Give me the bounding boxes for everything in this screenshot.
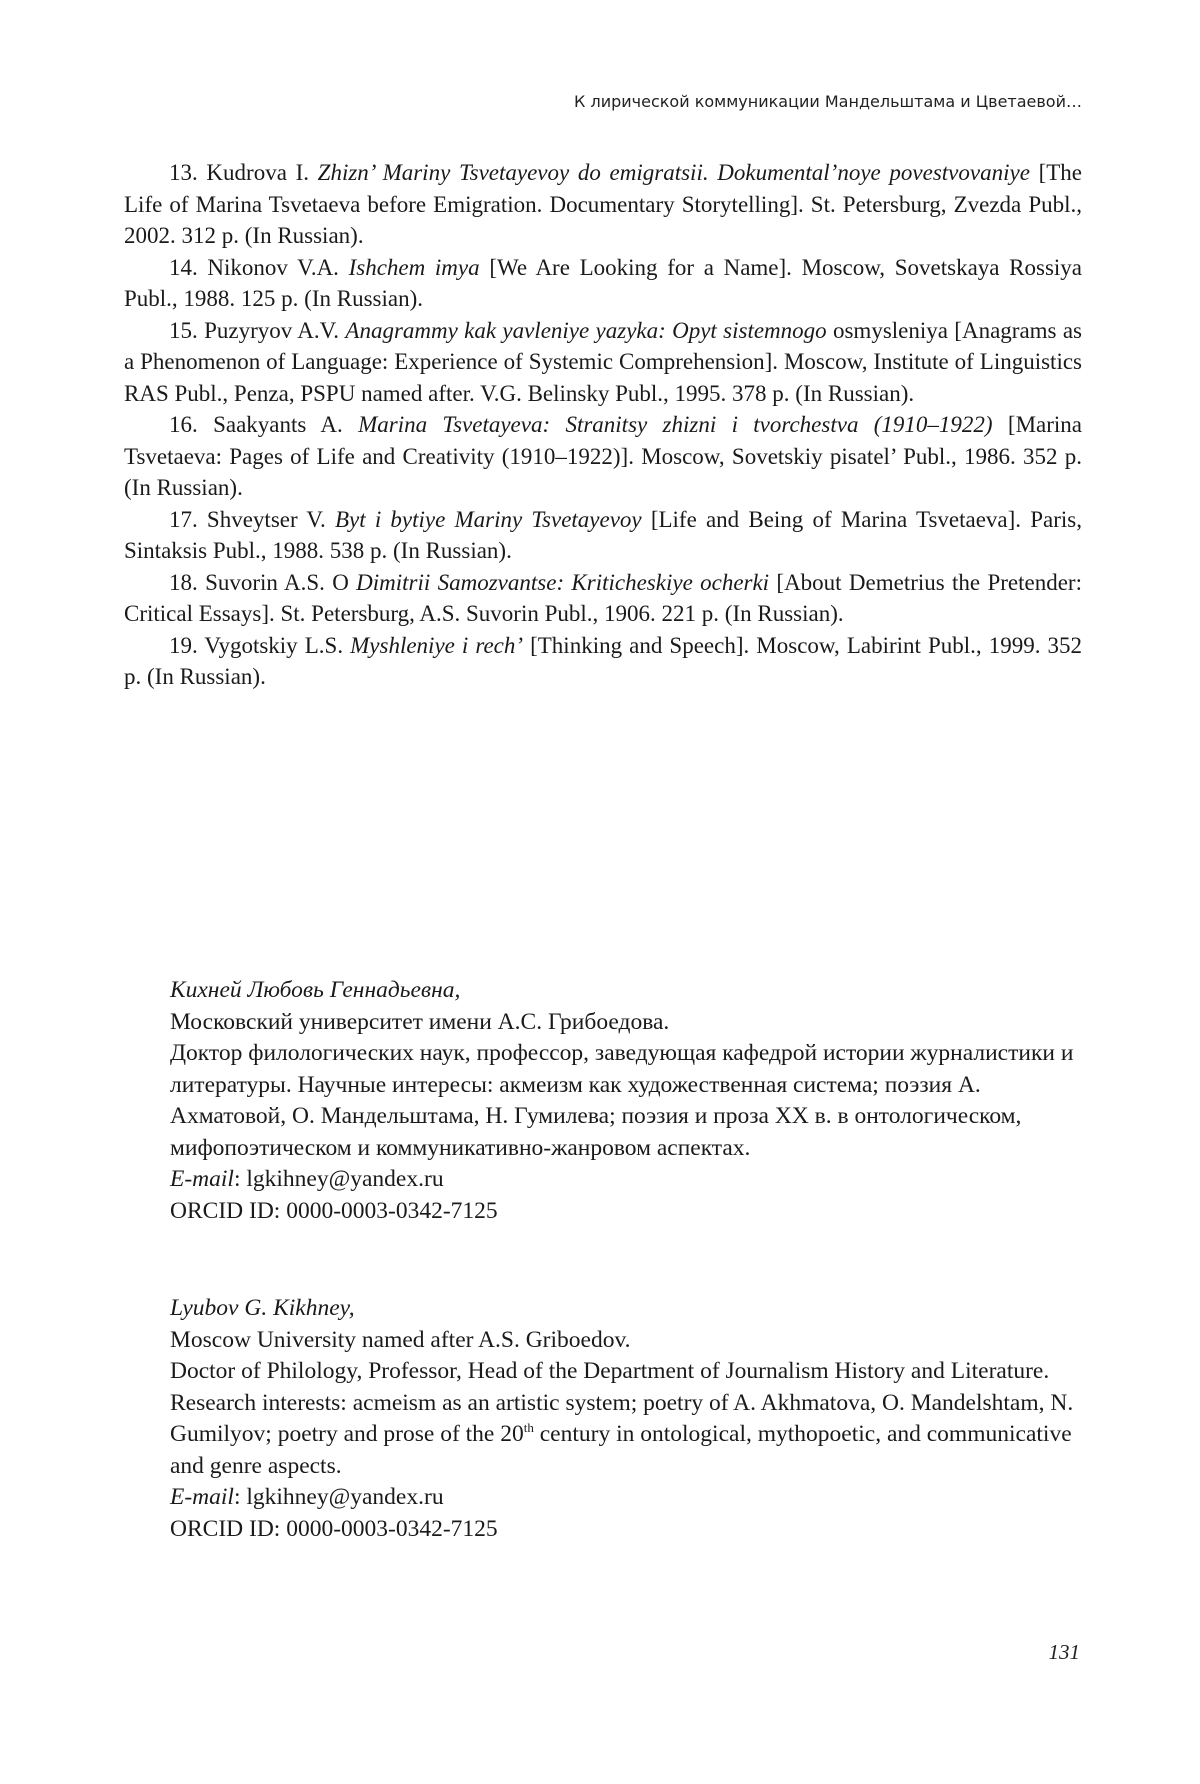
author-orcid: ORCID ID: 0000-0003-0342-7125: [170, 1197, 498, 1224]
reference-title: Byt i bytiye Mariny Tsvetayevoy: [334, 506, 642, 532]
email-address: : lgkihney@yandex.ru: [233, 1166, 444, 1192]
author-email: [170, 1482, 1075, 1514]
reference-details: [About Demetrius the Pretender: Critical Essays]. St. Petersburg, A.S. Suvorin Publ., 1906. 221 p. (In Russian).: [124, 569, 1082, 626]
author-info-russian: [170, 975, 1075, 1227]
reference-author: 15. Puzyryov A.V.: [169, 317, 346, 343]
reference-details: [We Are Looking for a Name]. Moscow, Sovetskaya Rossiya Publ., 1988. 125 p. (In Russian).: [124, 254, 1082, 311]
reference-details: [The Life of Marina Tsvetaeva before Emigration. Documentary Storytelling]. St. Petersburg, Zvezda Publ., 2002. 312 p. (In Russian).: [124, 160, 1082, 248]
author-bio-text: Doctor of Philology, Professor, Head of the Department of Journalism History and Literature. Research interests: acmeism as an artistic system; poetry of A. Akhmatova, O. Mandelshtam, N. Gumilyov; poetry and prose of the 20: [170, 1358, 1074, 1447]
reference-author: 18. Suvorin A.S. O: [169, 569, 357, 595]
reference-details: osmysleniya [Anagrams as a Phenomenon of Language: Experience of Systemic Comprehension]. Moscow, Institute of Linguistics RAS Publ., Penza, PSPU named after. V.G. Belinsky Publ., 1995. 378 p. (In Russian).: [124, 317, 1082, 406]
email-label: E-mail: [170, 1484, 234, 1510]
author-email: [170, 1164, 1075, 1196]
reference-item: [124, 157, 1082, 252]
author-affiliation: Moscow University named after A.S. Griboedov.: [170, 1326, 631, 1353]
reference-author: 16. Saakyants A.: [169, 412, 359, 437]
reference-author: 17. Shveytser V.: [169, 506, 335, 532]
reference-author: 19. Vygotskiy L.S.: [169, 632, 351, 658]
reference-title: Anagrammy kak yavleniye yazyka: Opyt sistemnogo: [345, 317, 827, 343]
reference-list: [124, 157, 1082, 693]
email-address: : lgkihney@yandex.ru: [233, 1484, 444, 1510]
author-info-english: [170, 1293, 1075, 1545]
reference-title: Ishchem imya: [348, 254, 480, 280]
author-bio: Доктор филологических наук, профессор, заведующая кафедрой истории журналистики и литературы. Научные интересы: акмеизм как художественная система; поэзия А. Ахматовой, О. Мандельштама, Н. Гумилева; поэзия и проза XX в. в онтологическом, мифопоэтическом и коммуникативно-жанровом аспектах.: [170, 1040, 1074, 1161]
reference-author: 13. Kudrova I.: [169, 160, 318, 185]
reference-title: Dimitrii Samozvantse: Kriticheskiye ocherki: [356, 569, 770, 595]
reference-details: [Thinking and Speech]. Moscow, Labirint Publ., 1999. 352 p. (In Russian).: [124, 632, 1082, 689]
reference-item: [124, 252, 1082, 315]
author-affiliation: Московский университет имени А.С. Грибоедова.: [170, 1008, 670, 1035]
author-name: Lyubov G. Kikhney,: [170, 1295, 355, 1321]
reference-author: 14. Nikonov V.A.: [169, 254, 349, 280]
ordinal-suffix: th: [523, 1420, 534, 1436]
email-label: E-mail: [170, 1166, 234, 1192]
reference-item: [124, 630, 1082, 693]
reference-title: Marina Tsvetayeva: Stranitsy zhizni i tvorchestva (1910–1922): [358, 412, 993, 437]
running-header: К лирической коммуникации Мандельштама и Цветаевой…: [574, 92, 1082, 111]
page-number: 131: [1048, 1640, 1080, 1664]
author-bio: [170, 1356, 1075, 1482]
reference-item: [124, 504, 1082, 567]
reference-title: Zhizn’ Mariny Tsvetayevoy do emigratsii. Dokumental’noye povestvovaniye: [317, 160, 1030, 185]
author-orcid: ORCID ID: 0000-0003-0342-7125: [170, 1515, 498, 1542]
reference-details: [Life and Being of Marina Tsvetaeva]. Paris, Sintaksis Publ., 1988. 538 p. (In Russian).: [124, 506, 1082, 563]
author-bio-text: century in ontological, mythopoetic, and communicative and genre aspects.: [170, 1421, 1072, 1479]
reference-item: [124, 315, 1082, 410]
author-name: Кихней Любовь Геннадьевна,: [170, 977, 461, 1003]
reference-item: [124, 567, 1082, 630]
reference-title: Myshleniye i rech’: [350, 632, 524, 658]
reference-item: [124, 409, 1082, 504]
reference-details: [Marina Tsvetaeva: Pages of Life and Creativity (1910–1922)]. Moscow, Sovetskiy pisatel’ Publ., 1986. 352 p. (In Russian).: [124, 412, 1082, 500]
